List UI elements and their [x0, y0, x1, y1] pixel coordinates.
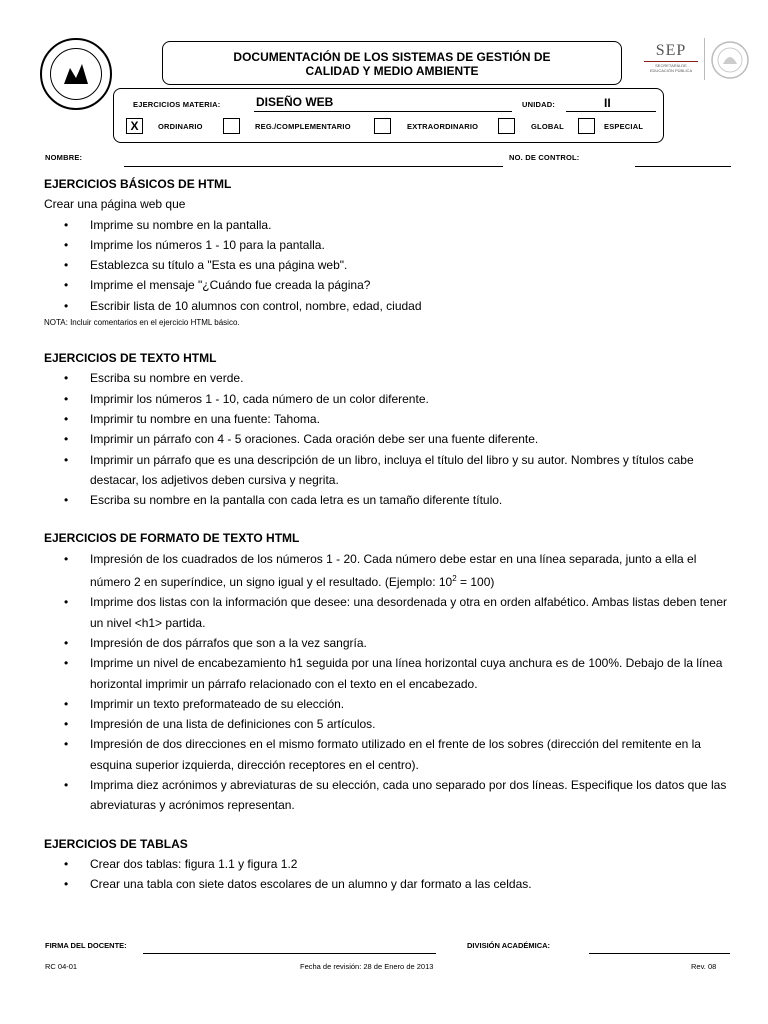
- control-label: NO. DE CONTROL:: [509, 153, 580, 162]
- list-item: [44, 854, 734, 874]
- option-global-label: GLOBAL: [531, 122, 564, 131]
- list-item-text: Imprimir un párrafo con 4 - 5 oraciones. Cada oración debe ser una fuente diferente.: [90, 432, 539, 447]
- list-item: [44, 592, 734, 633]
- list-item: [44, 215, 734, 235]
- document-title-box: [162, 41, 622, 85]
- bullet-icon: •: [64, 371, 69, 386]
- list-item-text: Imprime los números 1 - 10 para la pantalla.: [90, 237, 325, 252]
- checkbox-reg-complementario[interactable]: [223, 118, 240, 134]
- bullet-icon: •: [64, 432, 69, 447]
- list-item-text: Imprime un nivel de encabezamiento h1 seguida por una línea horizontal cuya anchura es de 100%. Debajo de la línea horizontal imprimir un párrafo relacionado con el texto en el encabezado.: [90, 656, 723, 691]
- materia-underline: [254, 111, 512, 112]
- option-extraordinario-label: EXTRAORDINARIO: [407, 122, 479, 131]
- bullet-icon: •: [64, 493, 69, 508]
- bullet-icon: •: [64, 551, 69, 566]
- list-item: [44, 368, 734, 388]
- list-item-text-end: = 100): [456, 575, 495, 590]
- bullet-icon: •: [64, 737, 69, 752]
- list-item-text: Imprime su nombre en la pantalla.: [90, 217, 272, 232]
- list-item-text: Impresión de los cuadrados de los números 1 - 20. Cada número debe estar en una línea separada, junto a ella el número 2 en superíndice, un signo igual y el resultado. (Ejemplo: 10: [90, 551, 697, 590]
- bullet-icon: •: [64, 411, 69, 426]
- bullet-icon: •: [64, 298, 69, 313]
- control-field[interactable]: [635, 166, 731, 167]
- unidad-underline: [566, 111, 656, 112]
- document-code: RC 04-01: [45, 962, 78, 971]
- list-item: [44, 694, 734, 714]
- list-item-text: Imprimir tu nombre en una fuente: Tahoma.: [90, 411, 320, 426]
- section-title-basicos: EJERCICIOS BÁSICOS DE HTML: [44, 177, 232, 191]
- bullet-icon: •: [64, 856, 69, 871]
- list-formato: [44, 549, 734, 816]
- exercise-info-box: [113, 88, 664, 143]
- document-title-line2: CALIDAD Y MEDIO AMBIENTE: [305, 64, 479, 78]
- list-item-text: Impresión de dos párrafos que son a la vez sangría.: [90, 635, 367, 650]
- materia-value: DISEÑO WEB: [256, 95, 334, 109]
- unidad-label: UNIDAD:: [522, 100, 556, 109]
- school-seal-logo: [40, 38, 112, 110]
- division-academica-label: DIVISIÓN ACADÉMICA:: [467, 941, 551, 950]
- bullet-icon: •: [64, 278, 69, 293]
- list-item-text: Imprime el mensaje "¿Cuándo fue creada la página?: [90, 278, 371, 293]
- list-item-text: Escriba su nombre en verde.: [90, 371, 244, 386]
- materia-label: EJERCICIOS MATERIA:: [133, 100, 221, 109]
- list-item-text: Escriba su nombre en la pantalla con cada letra es un tamaño diferente título.: [90, 493, 503, 508]
- list-item: [44, 255, 734, 275]
- bullet-icon: •: [64, 595, 69, 610]
- list-item: [44, 450, 734, 491]
- firma-docente-field[interactable]: [143, 953, 436, 954]
- superscript-text: 2: [452, 574, 457, 584]
- nombre-label: NOMBRE:: [45, 153, 83, 162]
- list-item-text: Establezca su título a "Esta es una página web".: [90, 258, 348, 273]
- mexico-eagle-seal-icon: [710, 40, 750, 80]
- revision-number: Rev. 08: [691, 962, 717, 971]
- sep-logo: [640, 42, 702, 82]
- list-item-text: Escribir lista de 10 alumnos con control, nombre, edad, ciudad: [90, 298, 422, 313]
- bullet-icon: •: [64, 391, 69, 406]
- list-item-text: Impresión de una lista de definiciones con 5 artículos.: [90, 717, 376, 732]
- revision-date: Fecha de revisión: 28 de Enero de 2013: [300, 962, 434, 971]
- list-item: [44, 409, 734, 429]
- logo-divider: [704, 38, 705, 80]
- list-item: [44, 549, 734, 593]
- list-item: [44, 633, 734, 653]
- bullet-icon: •: [64, 635, 69, 650]
- list-item: [44, 275, 734, 295]
- list-item: [44, 389, 734, 409]
- list-item: [44, 429, 734, 449]
- list-item: [44, 296, 734, 316]
- list-basicos: [44, 215, 734, 316]
- list-item: [44, 775, 734, 816]
- checkbox-ordinario[interactable]: X: [126, 118, 143, 134]
- option-especial-label: ESPECIAL: [604, 122, 644, 131]
- unidad-value: II: [604, 96, 611, 110]
- bullet-icon: •: [64, 696, 69, 711]
- list-item-text: Imprime dos listas con la información que desee: una desordenada y otra en orden alfabético. Ambas listas deben tener un nivel <h1> partida.: [90, 595, 728, 630]
- list-item: [44, 235, 734, 255]
- list-item-text: Crear una tabla con siete datos escolares de un alumno y dar formato a las celdas.: [90, 877, 532, 892]
- bullet-icon: •: [64, 452, 69, 467]
- checkbox-especial[interactable]: [578, 118, 595, 134]
- sep-logo-subtext-2: EDUCACIÓN PÚBLICA: [649, 68, 693, 73]
- list-item: [44, 653, 734, 694]
- list-item: [44, 490, 734, 510]
- list-item: [44, 874, 734, 894]
- list-item-text: Impresión de dos direcciones en el mismo formato utilizado en el frente de los sobres (dirección del remitente en la esquina superior izquierda, dirección receptores en el centro).: [90, 737, 701, 772]
- sep-logo-subtext-1: SECRETARÍA DE: [655, 63, 687, 68]
- document-title-line1: DOCUMENTACIÓN DE LOS SISTEMAS DE GESTIÓN DE: [233, 50, 551, 64]
- list-item-text: Imprima diez acrónimos y abreviaturas de su elección, cada uno separado por dos líneas. Especifique los datos que las abreviaturas y acrónimos representan.: [90, 778, 727, 813]
- exercise-content: [44, 174, 734, 895]
- list-item-text: Imprimir los números 1 - 10, cada número de un color diferente.: [90, 391, 429, 406]
- checkbox-extraordinario[interactable]: [374, 118, 391, 134]
- bullet-icon: •: [64, 656, 69, 671]
- option-ordinario-label: ORDINARIO: [158, 122, 203, 131]
- section-title-texto: EJERCICIOS DE TEXTO HTML: [44, 351, 217, 366]
- option-reg-complementario-label: REG./COMPLEMENTARIO: [255, 122, 351, 131]
- section-title-formato: EJERCICIOS DE FORMATO DE TEXTO HTML: [44, 531, 300, 546]
- division-academica-field[interactable]: [589, 953, 730, 954]
- bullet-icon: •: [64, 778, 69, 793]
- list-item: [44, 714, 734, 734]
- bullet-icon: •: [64, 717, 69, 732]
- note-basicos: NOTA: Incluir comentarios en el ejercicio HTML básico.: [44, 318, 240, 328]
- nombre-field[interactable]: [124, 166, 503, 167]
- bullet-icon: •: [64, 237, 69, 252]
- section-title-tablas: EJERCICIOS DE TABLAS: [44, 836, 188, 851]
- list-item-text: Imprimir un texto preformateado de su elección.: [90, 696, 345, 711]
- sep-logo-rule: [644, 61, 698, 62]
- bullet-icon: •: [64, 217, 69, 232]
- list-item: [44, 734, 734, 775]
- sep-logo-text: SEP: [655, 42, 687, 59]
- checkbox-global[interactable]: [498, 118, 515, 134]
- firma-docente-label: FIRMA DEL DOCENTE:: [45, 941, 127, 950]
- bullet-icon: •: [64, 258, 69, 273]
- bullet-icon: •: [64, 877, 69, 892]
- seal-emblem-icon: [60, 58, 92, 90]
- list-item-text: Imprimir un párrafo que es una descripción de un libro, incluya el título del libro y su autor. Nombres y títulos cabe destacar, los adjetivos deben cursiva y negrita.: [90, 452, 694, 487]
- list-item-text: Crear dos tablas: figura 1.1 y figura 1.2: [90, 856, 298, 871]
- list-texto: [44, 368, 734, 510]
- list-tablas: [44, 854, 734, 895]
- section-intro-basicos: Crear una página web que: [44, 197, 186, 212]
